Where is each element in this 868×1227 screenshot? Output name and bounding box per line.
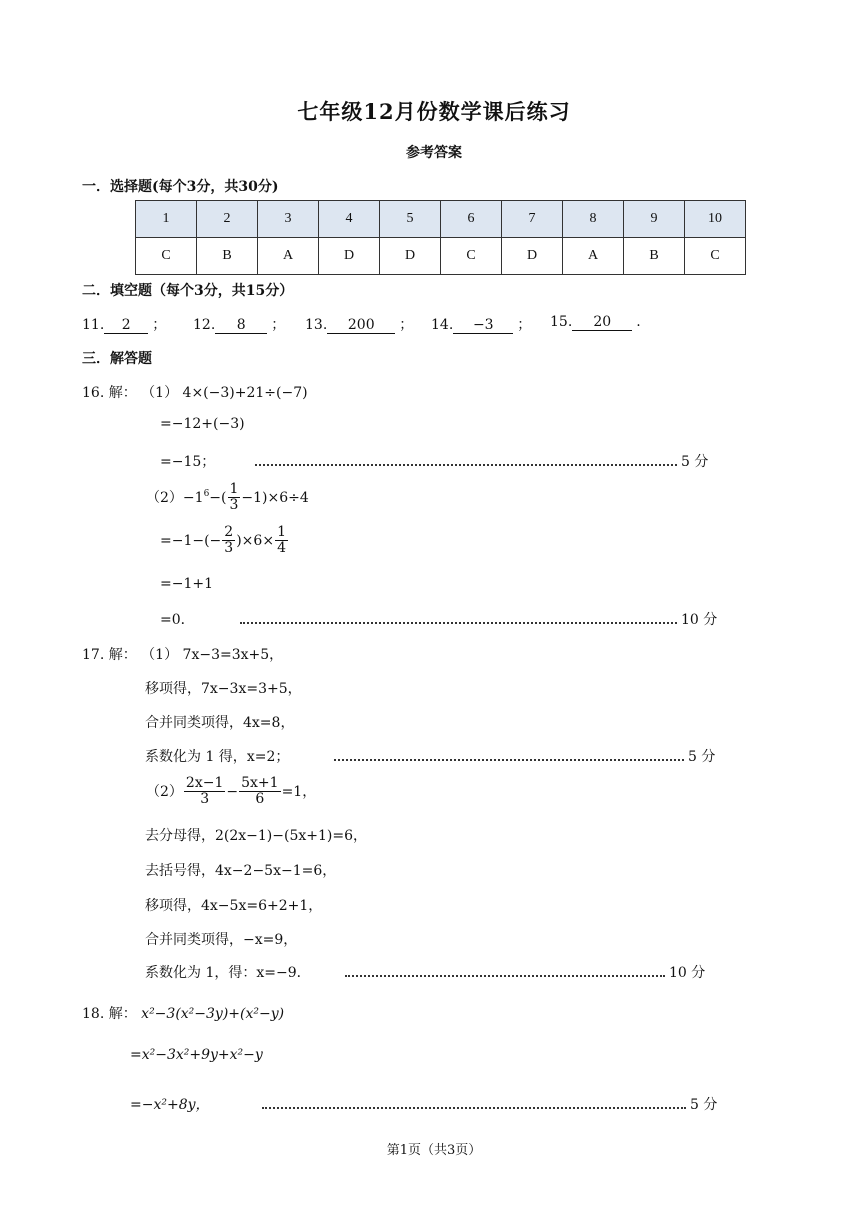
fraction-numerator: 2x−1 [185, 775, 224, 791]
table-cell: C [136, 238, 197, 275]
fill-blank-item [193, 314, 285, 334]
table-cell: D [380, 238, 441, 275]
score-label: 5 分 [688, 749, 716, 765]
math-expression: x²−3(x²−3y)+(x²−y) [141, 1006, 285, 1022]
table-cell: 8 [563, 201, 624, 238]
math-step [145, 895, 322, 915]
blank-answer: 20 [572, 314, 632, 331]
question-17-line-1 [82, 644, 283, 664]
math-expression: x=2； [246, 749, 290, 765]
question-label: 18. 解： [82, 1006, 137, 1022]
math-term: −1)×6÷4 [241, 489, 309, 506]
math-step [145, 929, 297, 949]
table-cell: 6 [441, 201, 502, 238]
table-cell: D [319, 238, 380, 275]
item-number: 14. [431, 317, 454, 333]
math-expression: 4x−5x=6+2+1， [201, 898, 323, 914]
step-label: 去括号得， [145, 863, 215, 879]
separator: . [636, 314, 641, 330]
fraction-numerator: 1 [277, 524, 286, 540]
question-label: 17. 解： [82, 647, 137, 663]
dotted-leader [262, 1093, 686, 1109]
table-cell: 2 [197, 201, 258, 238]
step-label: 去分母得， [145, 828, 215, 844]
fraction-denominator: 3 [200, 791, 210, 808]
fraction-denominator: 6 [255, 791, 265, 808]
table-cell: A [258, 238, 319, 275]
separator: ； [399, 317, 414, 333]
fraction-denominator: 3 [224, 540, 234, 557]
step-label: 合并同类项得， [145, 932, 243, 948]
fraction [228, 482, 241, 514]
part-prefix: （1） [141, 647, 179, 663]
math-step: =−12+(−3) [160, 416, 245, 432]
math-expression: 2(2x−1)−(5x+1)=6， [215, 828, 368, 844]
fill-blank-item [305, 314, 413, 334]
question-18-line-1 [82, 1003, 284, 1023]
math-expression: 4x=8， [243, 715, 295, 731]
math-step [145, 712, 294, 732]
table-header-row [136, 201, 746, 238]
math-expression: x=−9． [256, 965, 311, 981]
fraction-denominator: 4 [277, 540, 286, 557]
math-step [146, 776, 316, 808]
math-step: =−1+1 [160, 576, 214, 592]
question-label: 16. 解： [82, 385, 137, 401]
fraction [275, 525, 288, 557]
separator: ； [271, 317, 286, 333]
math-term: −( [209, 489, 227, 506]
separator: ； [517, 317, 532, 333]
fill-blank-item [550, 314, 641, 331]
blank-answer: −3 [453, 317, 513, 334]
table-cell: 4 [319, 201, 380, 238]
math-term: =1， [281, 783, 317, 800]
table-cell: C [685, 238, 746, 275]
page-footer: 第1页（共3页） [386, 1143, 482, 1158]
part-prefix: （2） [146, 783, 183, 800]
exponent: 6 [203, 489, 210, 500]
question-16-line-1 [82, 382, 308, 402]
item-number: 12. [193, 317, 216, 333]
table-cell: D [502, 238, 563, 275]
math-term: − [226, 783, 239, 800]
step-label: 移项得， [145, 681, 201, 697]
math-step [145, 825, 367, 845]
item-number: 13. [305, 317, 328, 333]
table-cell: 5 [380, 201, 441, 238]
blank-answer: 2 [104, 317, 148, 334]
math-step [145, 746, 289, 766]
dotted-leader [255, 450, 677, 466]
document-subtitle: 参考答案 [406, 145, 462, 161]
dotted-leader [345, 961, 665, 977]
dotted-leader [240, 608, 677, 624]
part-prefix: （2） [146, 489, 183, 506]
math-term: =−1−(− [160, 532, 222, 549]
fraction [222, 525, 235, 557]
math-step: =−x²+8y， [130, 1097, 210, 1113]
table-row [136, 238, 746, 275]
section-heading-solve: 三．解答题 [82, 351, 152, 367]
fraction-denominator: 3 [229, 497, 239, 514]
math-expression: 7x−3x=3+5， [201, 681, 302, 697]
math-step: =0． [160, 612, 195, 628]
math-expression: 4×(−3)+21÷(−7) [182, 385, 308, 401]
section-heading-choice: 一．选择题(每个3分，共30分) [82, 179, 279, 195]
math-term: )×6× [236, 532, 275, 549]
table-cell: B [197, 238, 258, 275]
table-cell: 9 [624, 201, 685, 238]
fraction-numerator: 5x+1 [241, 775, 279, 791]
step-label: 合并同类项得， [145, 715, 243, 731]
math-expression: 4x−2−5x−1=6， [215, 863, 337, 879]
table-cell: 10 [685, 201, 746, 238]
score-label: 5 分 [681, 454, 709, 470]
table-cell: C [441, 238, 502, 275]
math-step: =−15； [160, 454, 216, 470]
blank-answer: 8 [215, 317, 267, 334]
fill-blank-item [431, 314, 531, 334]
score-label: 10 分 [681, 612, 718, 628]
table-cell: A [563, 238, 624, 275]
fraction-numerator: 1 [229, 481, 239, 497]
choice-answer-table [135, 200, 746, 275]
separator: ； [152, 317, 167, 333]
document-title: 七年级12月份数学课后练习 [297, 99, 571, 124]
table-cell: 3 [258, 201, 319, 238]
math-expression: 7x−3=3x+5， [182, 647, 284, 663]
math-step: =x²−3x²+9y+x²−y [130, 1047, 263, 1063]
math-step [145, 962, 311, 982]
table-cell: B [624, 238, 685, 275]
score-label: 10 分 [669, 965, 706, 981]
section-heading-fill: 二．填空题（每个3分，共15分） [82, 283, 294, 299]
step-label: 系数化为 1，得： [145, 965, 257, 981]
table-cell: 7 [502, 201, 563, 238]
math-term: −1 [182, 489, 204, 506]
item-number: 11. [82, 317, 105, 333]
fill-blank-item [82, 314, 166, 334]
dotted-leader [334, 745, 684, 761]
math-step [160, 525, 289, 557]
fraction [184, 776, 225, 808]
math-expression: −x=9， [243, 932, 298, 948]
math-step [145, 678, 302, 698]
fraction-numerator: 2 [224, 524, 234, 540]
blank-answer: 200 [327, 317, 395, 334]
score-label: 5 分 [690, 1097, 718, 1113]
step-label: 移项得， [145, 898, 201, 914]
part-prefix: （1） [141, 385, 179, 401]
math-step [146, 482, 309, 514]
item-number: 15. [550, 314, 573, 330]
fraction [239, 776, 280, 808]
math-step [145, 860, 336, 880]
table-cell: 1 [136, 201, 197, 238]
step-label: 系数化为 1 得， [145, 749, 247, 765]
